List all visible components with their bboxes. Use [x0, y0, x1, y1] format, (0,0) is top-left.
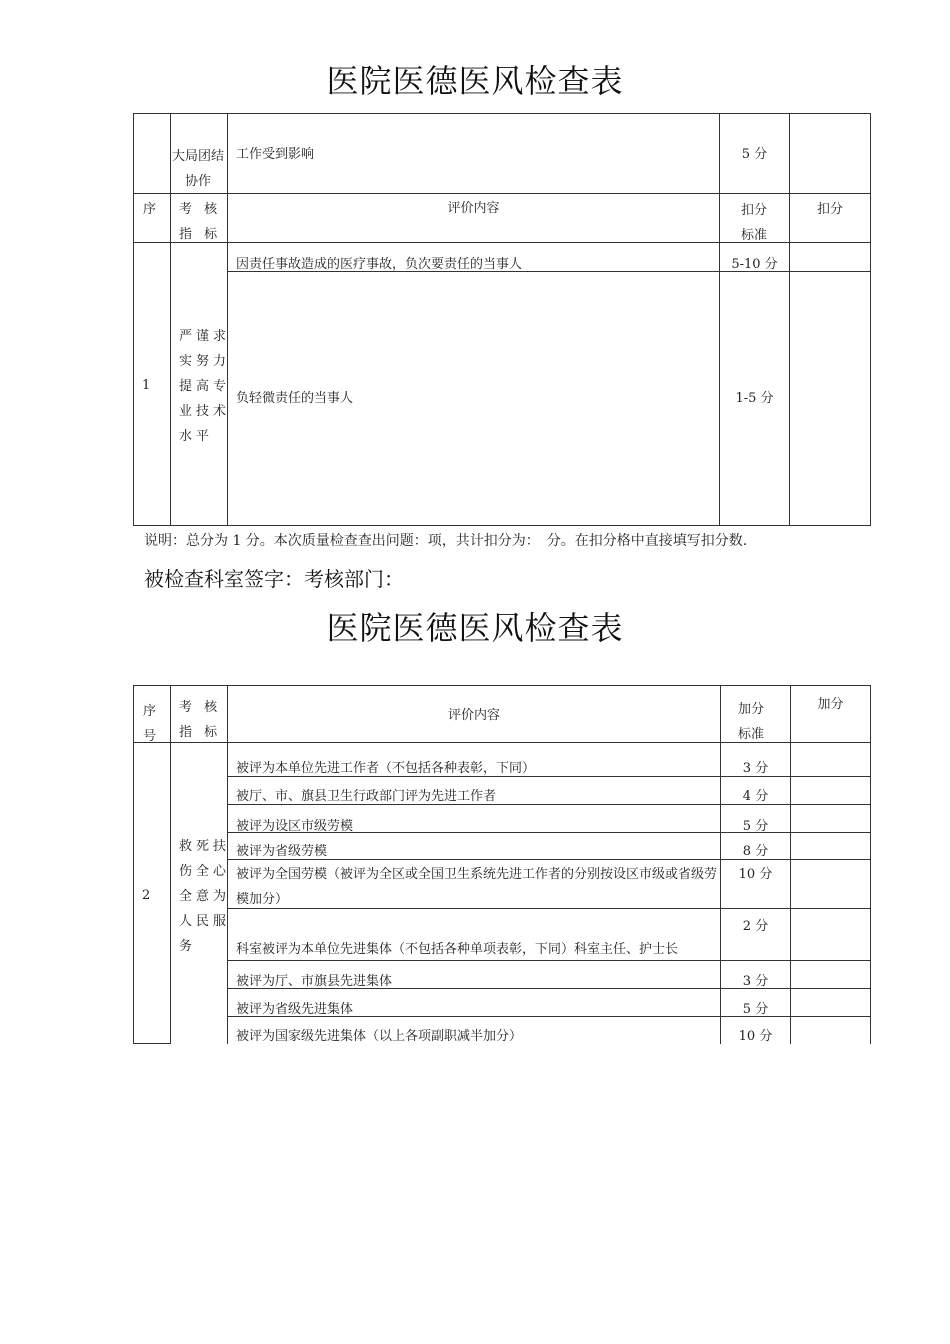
table-border: [133, 113, 134, 526]
standard-cell: 3 分: [742, 761, 769, 776]
table-border: [133, 685, 871, 686]
table-border: [790, 685, 791, 1044]
standard-cell: 5-10 分: [731, 257, 778, 272]
table-border: [227, 113, 228, 526]
standard-cell: 3 分: [742, 974, 769, 989]
content-cell: 被评为省级先进集体: [236, 1002, 354, 1017]
standard-cell: 1-5 分: [735, 391, 774, 406]
standard-cell: 5 分: [742, 1002, 769, 1017]
section-indicator: 救死扶伤全心全意为人民服务: [179, 839, 231, 954]
content-cell: 被评为全国劳模（被评为全区或全国卫生系统先进工作者的分别按设区市级或省级劳模加分）: [236, 867, 718, 907]
table-border: [870, 685, 871, 1044]
content-cell: 被评为厅、市旗县先进集体: [236, 974, 393, 989]
content-cell: 被厅、市、旗县卫生行政部门评为先进工作者: [236, 789, 497, 804]
content-cell: 因责任事故造成的医疗事故，负次要责任的当事人: [236, 257, 523, 272]
section-seq: 2: [142, 888, 151, 903]
content-cell: 被评为设区市级劳模: [236, 819, 354, 834]
content-cell: 被评为本单位先进工作者（不包括各种表彰，下同）: [236, 761, 536, 776]
table-border: [133, 685, 134, 1044]
section-indicator: 严谨求实努力提高专业技术水平: [179, 329, 231, 444]
standard-cell: 4 分: [742, 789, 769, 804]
table-border: [870, 113, 871, 526]
section-seq: 1: [142, 378, 151, 393]
header-seq: 序: [143, 202, 157, 217]
page-blank-area: [0, 1044, 950, 1344]
standard-cell: 5 分: [741, 147, 768, 162]
table-border: [133, 113, 871, 114]
standard-cell: 5 分: [742, 819, 769, 834]
content-cell: 科室被评为本单位先进集体（不包括各种单项表彰，下同）科室主任、护士长: [236, 942, 679, 957]
standard-cell: 2 分: [742, 919, 769, 934]
header-indicator: 考 核 指 标: [179, 202, 222, 242]
header-seq: 序号: [143, 704, 157, 744]
header-content: 评价内容: [447, 201, 500, 216]
signature-line: 被检查科室签字：考核部门：: [144, 567, 404, 591]
indicator-cell: 大局团结协作: [172, 149, 225, 189]
page-title-2: 医院医德医风检查表: [326, 609, 624, 647]
table-border: [719, 113, 720, 526]
content-cell: 被评为省级劳模: [236, 844, 328, 859]
table-border: [133, 193, 871, 194]
standard-cell: 10 分: [738, 1029, 773, 1044]
header-score: 扣分: [816, 202, 843, 217]
header-content: 评价内容: [447, 708, 500, 723]
table-border: [133, 525, 871, 526]
content-cell: 被评为国家级先进集体（以上各项副职减半加分）: [236, 1029, 523, 1044]
header-standard: 加分标准: [738, 702, 765, 742]
explanation-note: 说明：总分为 1 分。本次质量检查查出问题：项，共计扣分为： 分。在扣分格中直接填写扣分数.: [144, 533, 748, 549]
header-standard: 扣分标准: [741, 203, 768, 243]
table-border: [789, 113, 790, 526]
header-indicator: 考 核 指 标: [179, 700, 222, 740]
content-cell: 负轻微责任的当事人: [236, 391, 354, 406]
content-cell: 工作受到影响: [236, 147, 315, 162]
page-title-1: 医院医德医风检查表: [326, 62, 624, 100]
table-border: [170, 685, 171, 1044]
standard-cell: 10 分: [738, 867, 773, 882]
standard-cell: 8 分: [742, 844, 769, 859]
table-border: [170, 113, 171, 526]
header-score: 加分: [817, 697, 844, 712]
